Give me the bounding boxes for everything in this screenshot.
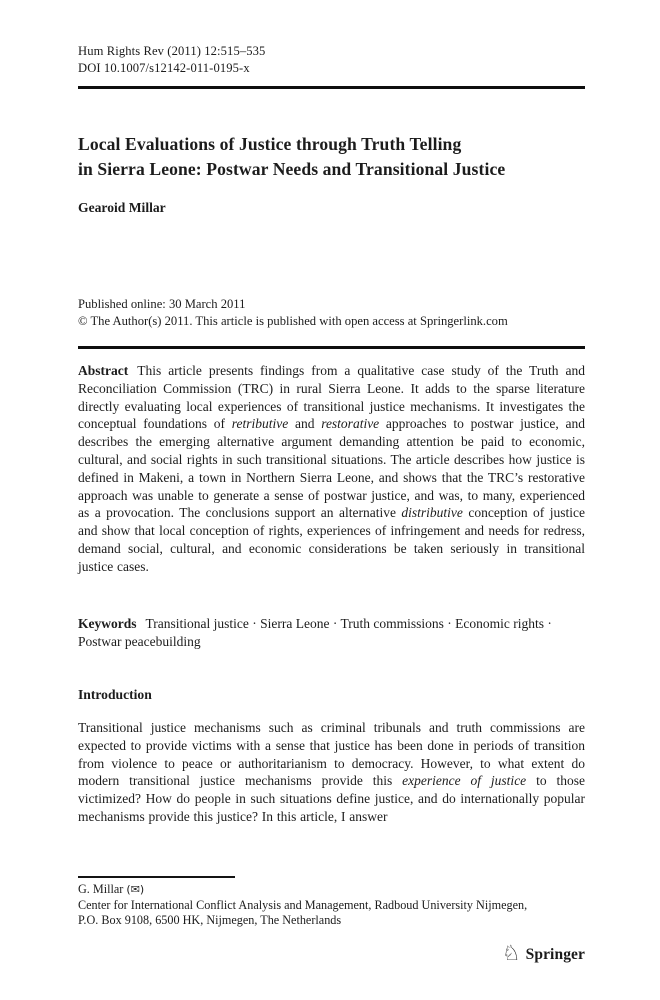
corresponding-author-name: G. Millar: [78, 882, 124, 896]
abstract-label: Abstract: [78, 363, 129, 378]
address-line: P.O. Box 9108, 6500 HK, Nijmegen, The Netherlands: [78, 913, 342, 928]
introduction-heading: Introduction: [78, 687, 152, 702]
title-section-divider: [78, 346, 585, 349]
springer-horse-icon: ♘: [501, 941, 521, 965]
copyright-line: © The Author(s) 2011. This article is published with open access at Springerlink.com: [78, 314, 508, 328]
abstract-paragraph: [78, 362, 585, 576]
article-title-line-1: Local Evaluations of Justice through Truth Telling: [78, 134, 462, 154]
correspondence-footnote: [78, 882, 585, 929]
journal-header: [78, 43, 585, 77]
keywords-label: Keywords: [78, 616, 137, 631]
springer-wordmark: Springer: [525, 945, 585, 963]
header-divider: [78, 86, 585, 89]
springer-logo: [501, 941, 585, 965]
journal-reference: Hum Rights Rev (2011) 12:515–535: [78, 44, 266, 58]
article-title-line-2: in Sierra Leone: Postwar Needs and Transitional Justice: [78, 159, 506, 179]
introduction-paragraph: Transitional justice mechanisms such as criminal tribunals and truth commissions are expected to provide victims with a sense that justice has been done in periods of transition from violence to peace or authoritarianism to democracy. However, to what extent do modern transitional justice mechanisms provide this experience of justice to those victimized? How do people in such situations define justice, and do internationally popular mechanisms provide this justice? In this article, I answer: [78, 720, 585, 824]
doi-line: DOI 10.1007/s12142-011-0195-x: [78, 61, 250, 75]
envelope-icon: (✉): [126, 883, 145, 896]
affiliation-line: Center for International Conflict Analysis and Management, Radboud University Nijmegen,: [78, 897, 528, 912]
publication-info: [78, 296, 585, 330]
author-name: Gearoid Millar: [78, 200, 166, 215]
keywords-text: Transitional justice · Sierra Leone · Truth commissions · Economic rights · Postwar peacebuilding: [78, 616, 552, 649]
keywords-line: [78, 615, 585, 651]
footnote-divider: [78, 876, 235, 878]
corresponding-author-line: [78, 882, 585, 898]
published-online-line: Published online: 30 March 2011: [78, 297, 246, 311]
article-title: [78, 132, 585, 182]
abstract-text: This article presents findings from a qualitative case study of the Truth and Reconciliation Commission (TRC) in rural Sierra Leone. It adds to the sparse literature directly evaluating local experiences of transitional justice mechanisms. It investigates the conceptual foundations of retributive and restorative approaches to postwar justice, and describes the emerging alternative argument demanding attention be paid to economic, cultural, and social rights in such transitional situations. The article describes how justice is defined in Makeni, a town in Northern Sierra Leone, and shows that the TRC’s restorative approach was unable to generate a sense of postwar justice, and was, to many, experienced as a provocation. The conclusions support an alternative distributive conception of justice and show that local conception of rights, experiences of infringement and needs for redress, demand social, cultural, and economic considerations be taken seriously in transitional justice cases.: [78, 363, 585, 574]
